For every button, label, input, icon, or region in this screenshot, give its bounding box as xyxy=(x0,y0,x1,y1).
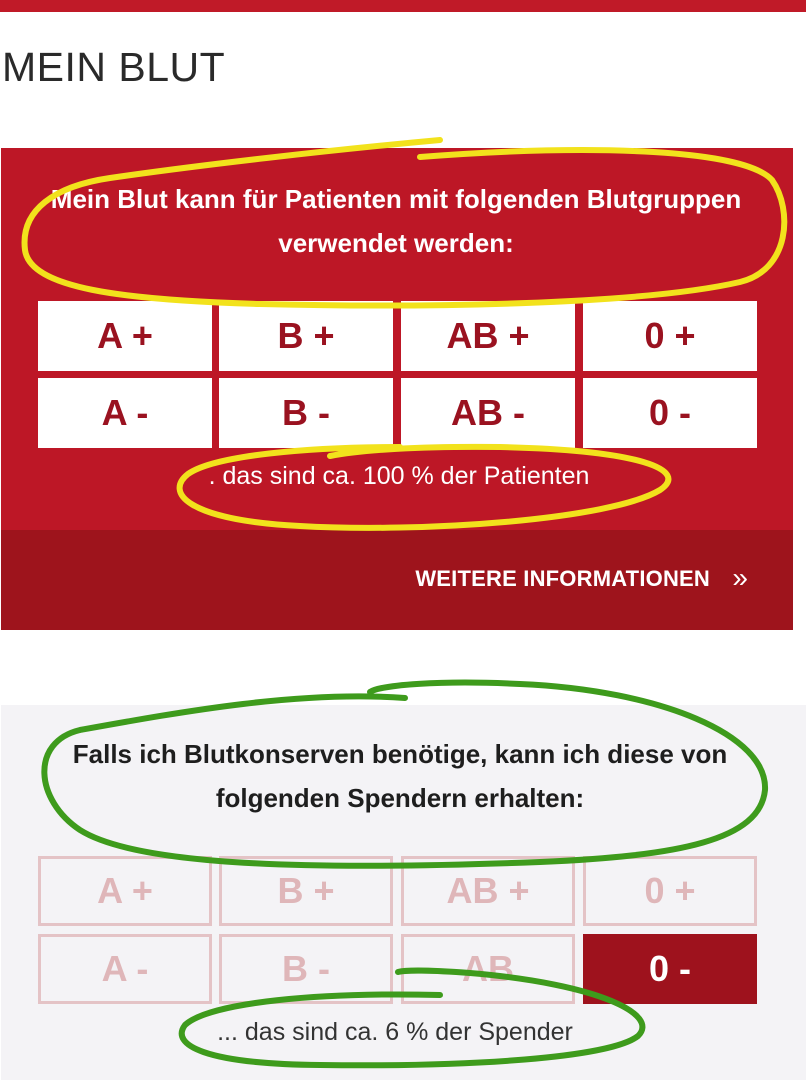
recipient-group-0-pos: 0 + xyxy=(583,301,757,371)
recipients-percentage-note: . das sind ca. 100 % der Patienten xyxy=(208,462,590,490)
recipients-heading-line1: Mein Blut kann für Patienten mit folgenden Blutgruppen xyxy=(50,184,742,214)
double-chevron-right-icon[interactable]: » xyxy=(732,562,748,593)
donors-heading-line1: Falls ich Blutkonserven benötige, kann ich diese von xyxy=(72,739,728,769)
recipient-group-b-pos: B + xyxy=(219,301,393,371)
donor-group-a-neg: A - xyxy=(38,934,212,1004)
recipient-group-a-pos: A + xyxy=(38,301,212,371)
donor-group-b-pos: B + xyxy=(219,856,393,926)
recipients-heading-line2: verwendet werden: xyxy=(278,228,514,258)
donors-percentage-note: ... das sind ca. 6 % der Spender xyxy=(217,1018,573,1046)
donors-heading-line2: folgenden Spendern erhalten: xyxy=(215,783,585,813)
donor-group-a-pos: A + xyxy=(38,856,212,926)
donor-group-0-neg: 0 - xyxy=(583,934,757,1004)
donor-group-ab-neg: AB xyxy=(401,934,575,1004)
recipient-group-ab-neg: AB - xyxy=(401,378,575,448)
recipient-group-b-neg: B - xyxy=(219,378,393,448)
donor-group-b-neg: B - xyxy=(219,934,393,1004)
recipient-group-0-neg: 0 - xyxy=(583,378,757,448)
recipient-group-a-neg: A - xyxy=(38,378,212,448)
more-info-link[interactable]: WEITERE INFORMATIONEN xyxy=(415,566,710,591)
top-accent-bar xyxy=(0,0,806,12)
recipient-group-ab-pos: AB + xyxy=(401,301,575,371)
donor-group-0-pos: 0 + xyxy=(583,856,757,926)
donor-group-ab-pos: AB + xyxy=(401,856,575,926)
page-title: MEIN BLUT xyxy=(2,44,226,90)
